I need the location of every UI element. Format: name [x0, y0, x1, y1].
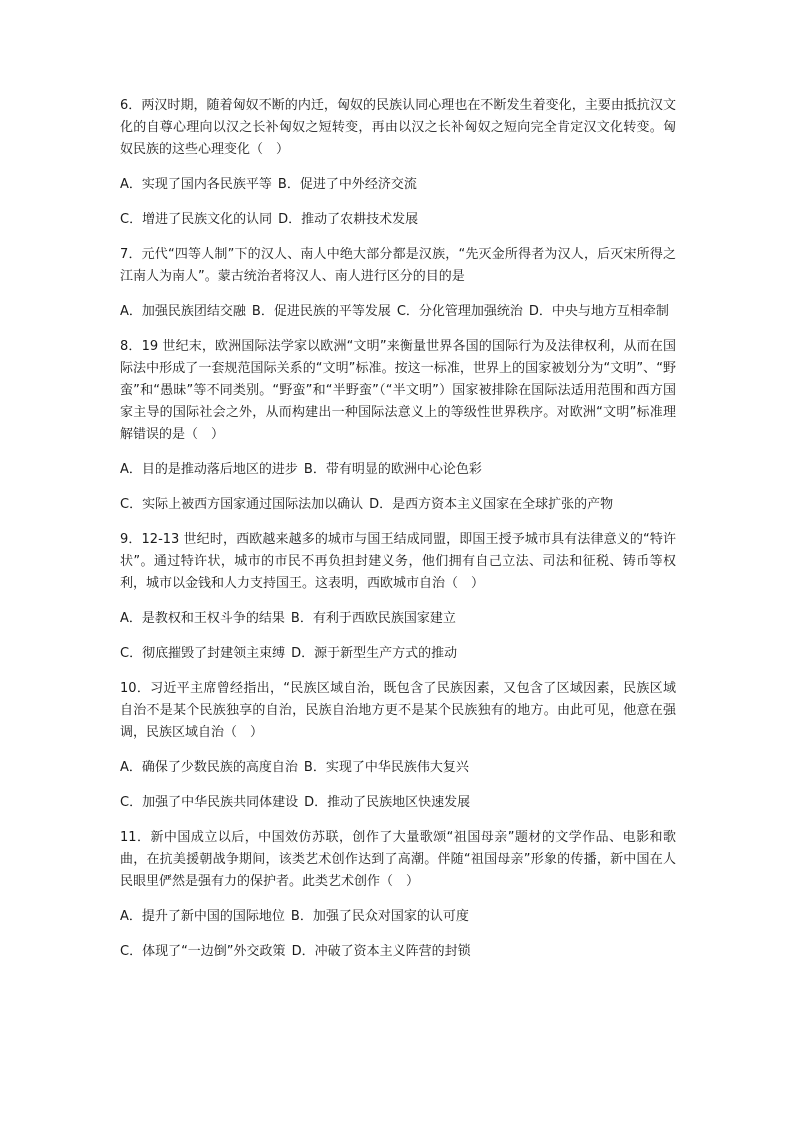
option-d: D．源于新型生产方式的推动 [291, 646, 458, 661]
question-stem: 11．新中国成立以后，中国效仿苏联，创作了大量歌颂“祖国母亲”题材的文学作品、电影和歌曲，在抗美援朝战争期间，该类艺术创作达到了高潮。伴随“祖国母亲”形象的传播，新中国在人民眼里俨然是强有力的保护者。此类艺术创作（ ） [120, 830, 676, 889]
option-line [120, 906, 676, 928]
option-c: C．实际上被西方国家通过国际法加以确认 [120, 497, 364, 512]
question-stem: 7．元代“四等人制”下的汉人、南人中绝大部分都是汉族，“先灭金所得者为汉人，后灭宋所得之江南人为南人”。蒙古统治者将汉人、南人进行区分的目的是 [120, 247, 676, 284]
option-line [120, 792, 676, 814]
option-a: A．提升了新中国的国际地位 [120, 909, 285, 924]
question-8 [120, 336, 676, 516]
option-b: B．带有明显的欧洲中心论色彩 [303, 462, 482, 477]
option-b: B．促进民族的平等发展 [251, 304, 391, 319]
question-11 [120, 827, 676, 963]
option-c: C．体现了“一边倒”外交政策 [120, 944, 286, 959]
option-a: A．是教权和王权斗争的结果 [120, 611, 285, 626]
option-d: D．是西方资本主义国家在全球扩张的产物 [369, 497, 614, 512]
option-d: D．推动了农耕技术发展 [278, 212, 419, 227]
option-line [120, 301, 676, 323]
option-b: B．有利于西欧民族国家建立 [290, 611, 456, 626]
option-a: A．加强民族团结交融 [120, 304, 246, 319]
option-d: D．冲破了资本主义阵营的封锁 [291, 944, 471, 959]
option-a: A．实现了国内各民族平等 [120, 177, 272, 192]
option-c: C．加强了中华民族共同体建设 [120, 795, 299, 810]
option-line [120, 757, 676, 779]
option-c: C．增进了民族文化的认同 [120, 212, 273, 227]
question-7 [120, 244, 676, 323]
question-9 [120, 529, 676, 665]
option-d: D．中央与地方互相牵制 [528, 304, 669, 319]
question-6 [120, 95, 676, 231]
question-10 [120, 678, 676, 814]
question-stem: 9．12-13 世纪时，西欧越来越多的城市与国王结成同盟，即国王授予城市具有法律意义的“特许状”。通过特许状，城市的市民不再负担封建义务，他们拥有自己立法、司法和征税、铸币等权利，城市以金钱和人力支持国王。这表明，西欧城市自治（ ） [120, 532, 676, 591]
question-stem: 10．习近平主席曾经指出，“民族区域自治，既包含了民族因素，又包含了区域因素，民族区域自治不是某个民族独享的自治，民族自治地方更不是某个民族独有的地方。由此可见，他意在强调，民族区域自治（ ） [120, 681, 676, 740]
option-line [120, 941, 676, 963]
option-line [120, 608, 676, 630]
option-line [120, 459, 676, 481]
exam-page [120, 95, 676, 976]
option-line [120, 494, 676, 516]
question-stem: 8．19 世纪末，欧洲国际法学家以欧洲“文明”来衡量世界各国的国际行为及法律权利，从而在国际法中形成了一套规范国际关系的“文明”标准。按这一标准，世界上的国家被划分为“文明”、“野蛮”和“愚昧”等不同类别。“野蛮”和“半野蛮”（“半文明”）国家被排除在国际法适用范围和西方国家主导的国际社会之外，从而构建出一种国际法意义上的等级性世界秩序。对欧洲“文明”标准理解错误的是（ ） [120, 339, 676, 442]
question-stem: 6．两汉时期，随着匈奴不断的内迁，匈奴的民族认同心理也在不断发生着变化，主要由抵抗汉文化的自尊心理向以汉之长补匈奴之短转变，再由以汉之长补匈奴之短向完全肯定汉文化转变。匈奴民族的这些心理变化（ ） [120, 98, 676, 157]
option-line [120, 209, 676, 231]
option-line [120, 643, 676, 665]
option-b: B．促进了中外经济交流 [277, 177, 417, 192]
option-a: A．确保了少数民族的高度自治 [120, 760, 298, 775]
option-c: C．彻底摧毁了封建领主束缚 [120, 646, 286, 661]
option-b: B．加强了民众对国家的认可度 [290, 909, 469, 924]
option-c: C．分化管理加强统治 [396, 304, 523, 319]
option-a: A．目的是推动落后地区的进步 [120, 462, 298, 477]
option-d: D．推动了民族地区快速发展 [304, 795, 471, 810]
option-b: B．实现了中华民族伟大复兴 [303, 760, 469, 775]
option-line [120, 174, 676, 196]
